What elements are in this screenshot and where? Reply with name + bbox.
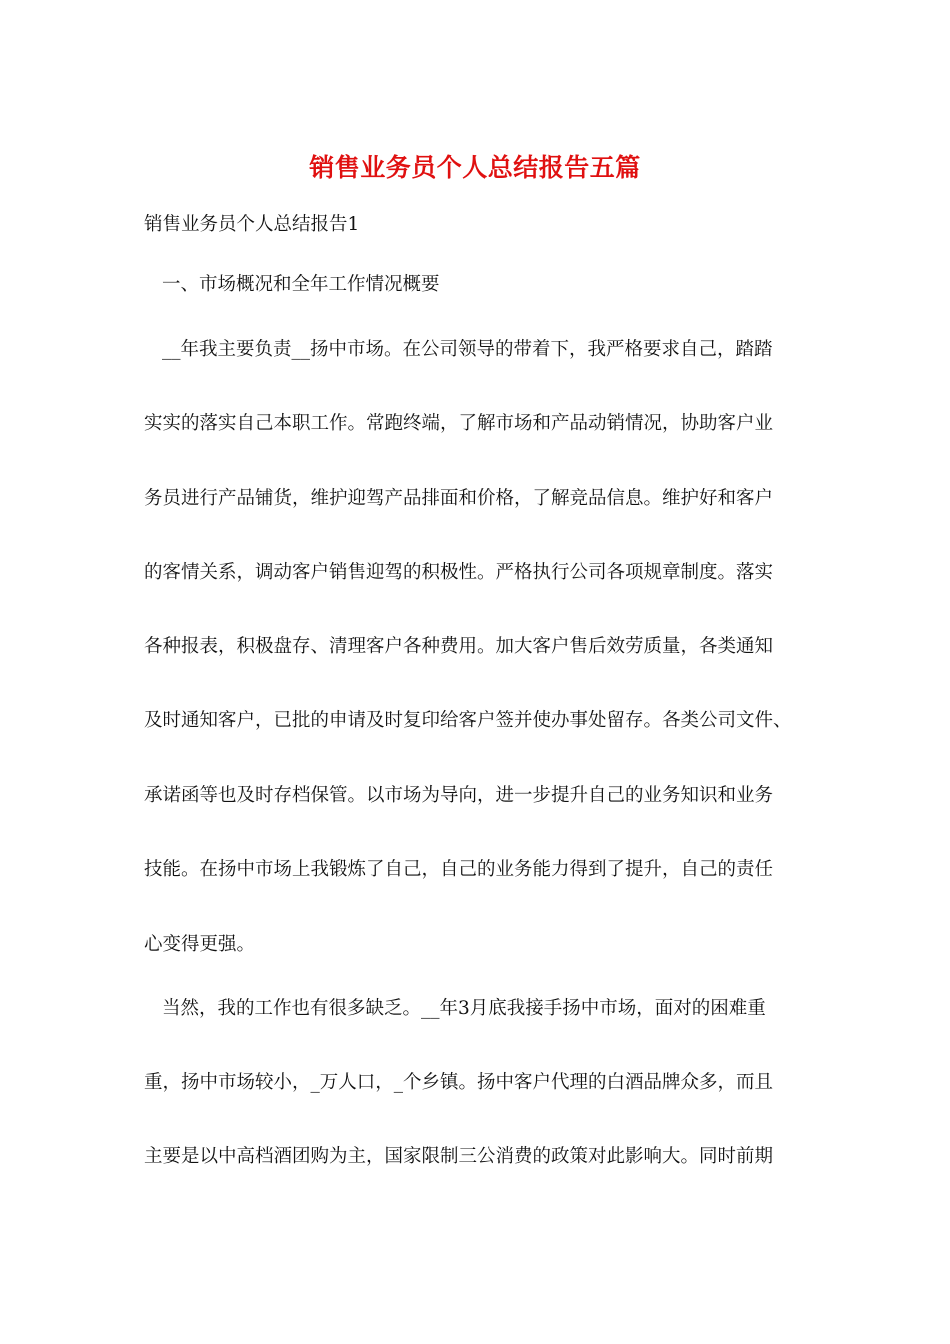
subheading: 一、市场概况和全年工作情况概要 [162,274,440,295]
document-title: 销售业务员个人总结报告五篇 [309,153,641,182]
paragraph-line: 心变得更强。 [144,934,256,955]
paragraph-line: 实实的落实自己本职工作。常跑终端，了解市场和产品动销情况，协助客户业 [144,413,774,434]
paragraph-line: 技能。在扬中市场上我锻炼了自己，自己的业务能力得到了提升，自己的责任 [144,859,774,880]
paragraph-line: 当然，我的工作也有很多缺乏。__年3月底我接手扬中市场，面对的困难重 [162,998,766,1019]
paragraph-line: 各种报表，积极盘存、清理客户各种费用。加大客户售后效劳质量，各类通知 [144,636,774,657]
paragraph-line: 重，扬中市场较小，_万人口，_个乡镇。扬中客户代理的白酒品牌众多，而且 [144,1072,774,1093]
paragraph-line: 务员进行产品铺货，维护迎驾产品排面和价格，了解竞品信息。维护好和客户 [144,488,774,509]
section-heading: 销售业务员个人总结报告1 [144,214,360,235]
paragraph-line: 及时通知客户，已批的申请及时复印给客户签并使办事处留存。各类公司文件、 [144,710,792,731]
paragraph-line: 承诺函等也及时存档保管。以市场为导向，进一步提升自己的业务知识和业务 [144,785,774,806]
paragraph-line: 主要是以中高档酒团购为主，国家限制三公消费的政策对此影响大。同时前期 [144,1146,774,1167]
paragraph-line: 的客情关系，调动客户销售迎驾的积极性。严格执行公司各项规章制度。落实 [144,562,774,583]
paragraph-line: __年我主要负责__扬中市场。在公司领导的带着下，我严格要求自己，踏踏 [162,339,773,360]
